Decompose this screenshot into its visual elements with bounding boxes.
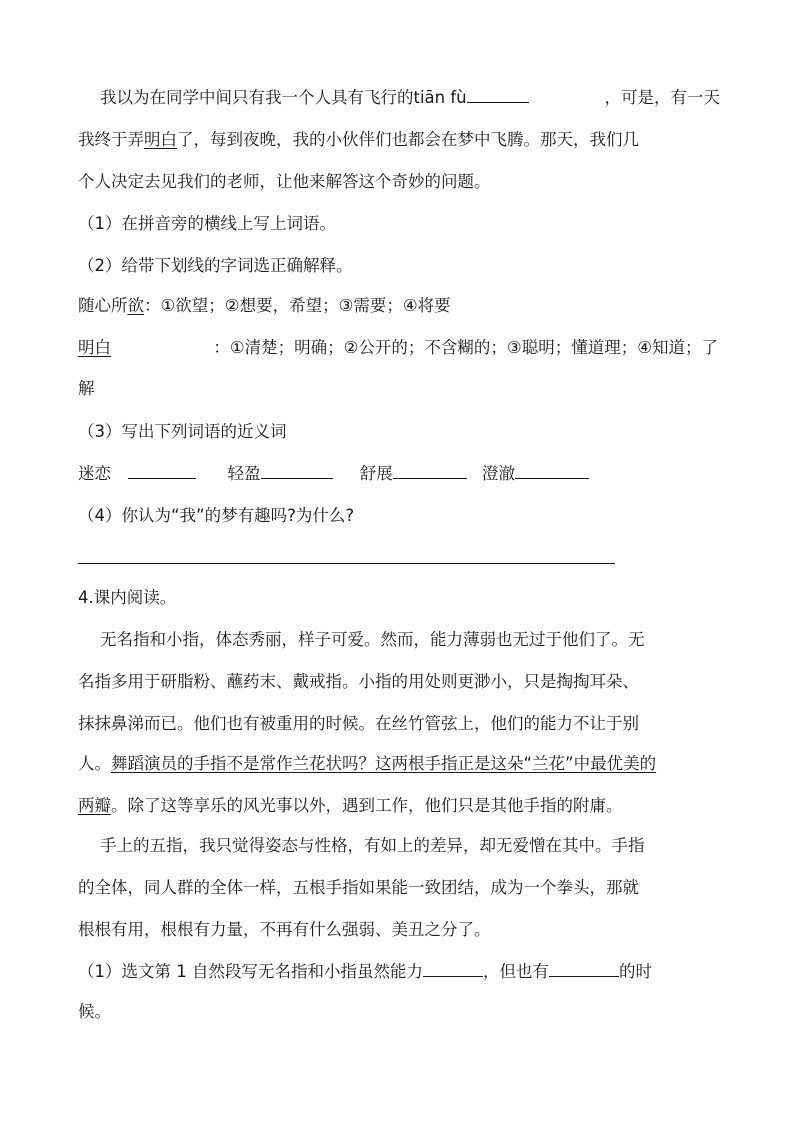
passage2-line: 两瓣。除了这等享乐的风光事以外，遇到工作，他们只是其他手指的附庸。 [78, 796, 623, 815]
option-mingbai-cont: 解 [78, 379, 95, 398]
question-1: （1）在拼音旁的横线上写上词语。 [78, 214, 336, 233]
question-4: （4）你认为“我”的梦有趣吗?为什么? [78, 506, 355, 525]
question-5-cont: 候。 [78, 1002, 111, 1021]
question-5: （1）选文第 1 自然段写无名指和小指虽然能力 ，但也有 的时 [78, 962, 652, 981]
blank-synonym-1[interactable] [128, 464, 196, 479]
question-2: （2）给带下划线的字词选正确解释。 [78, 256, 353, 275]
synonym-word: 迷恋 [78, 464, 111, 483]
blank-synonym-4[interactable] [515, 464, 589, 479]
synonym-word: 舒展 [359, 464, 393, 483]
pinyin-tianfu: tiān fù [413, 88, 467, 107]
passage2-line: 名指多用于研脂粉、蘸药末、戴戒指。小指的用处则更渺小，只是掏掏耳朵、 [78, 672, 639, 691]
passage2-line: 的全体，同人群的全体一样，五根手指如果能一致团结，成为一个拳头，那就 [78, 878, 639, 897]
underlined-mingbai-2: 明白 [78, 338, 111, 357]
section-4-title: 4.课内阅读。 [78, 588, 177, 607]
synonym-row [78, 462, 589, 486]
blank-tianfu[interactable] [467, 88, 529, 103]
option-suixinsuoyu: 随心所欲：①欲望；②想要，希望；③需要；④将要 [78, 296, 451, 315]
question-3: （3）写出下列词语的近义词 [78, 422, 287, 441]
option-mingbai: 明白 ：①清楚；明确；②公开的；不含糊的；③聪明；懂道理；④知道；了 [78, 336, 718, 360]
passage2-line: 无名指和小指，体态秀丽，样子可爱。然而，能力薄弱也无过于他们了。无 [100, 630, 645, 649]
passage1-text: ，可是，有一天 [604, 88, 720, 107]
synonym-word: 澄澈 [482, 464, 515, 483]
blank-time[interactable] [549, 962, 619, 977]
underlined-sentence: 舞蹈演员的手指不是常作兰花状吗？这两根手指正是这朵“兰花”中最优美的 [111, 754, 657, 773]
underlined-yu: 欲 [127, 296, 144, 315]
underlined-mingbai: 明白 [144, 130, 177, 149]
passage1-line2: 我终于弄明白了，每到夜晚，我的小伙伴们也都会在梦中飞腾。那天，我们几 [78, 130, 639, 149]
passage1-line3: 个人决定去见我们的老师，让他来解答这个奇妙的问题。 [78, 172, 491, 191]
passage1-text: 我以为在同学中间只有我一个人具有飞行的 [100, 88, 414, 107]
blank-ability[interactable] [423, 962, 483, 977]
blank-synonym-2[interactable] [261, 464, 333, 479]
underlined-liangban: 两瓣 [78, 796, 111, 815]
passage2-line: 人。舞蹈演员的手指不是常作兰花状吗？这两根手指正是这朵“兰花”中最优美的 [78, 754, 657, 773]
passage2-line: 根根有用，根根有力量，不再有什么强弱、美丑之分了。 [78, 920, 491, 939]
passage2-line: 抹抹鼻涕而已。他们也有被重用的时候。在丝竹管弦上，他们的能力不让于别 [78, 714, 639, 733]
synonym-word: 轻盈 [227, 464, 261, 483]
passage2-line: 手上的五指，我只觉得姿态与性格，有如上的差异，却无爱憎在其中。手指 [100, 836, 645, 855]
passage1-line1 [100, 86, 720, 110]
answer-line[interactable] [78, 563, 615, 564]
blank-synonym-3[interactable] [393, 464, 467, 479]
